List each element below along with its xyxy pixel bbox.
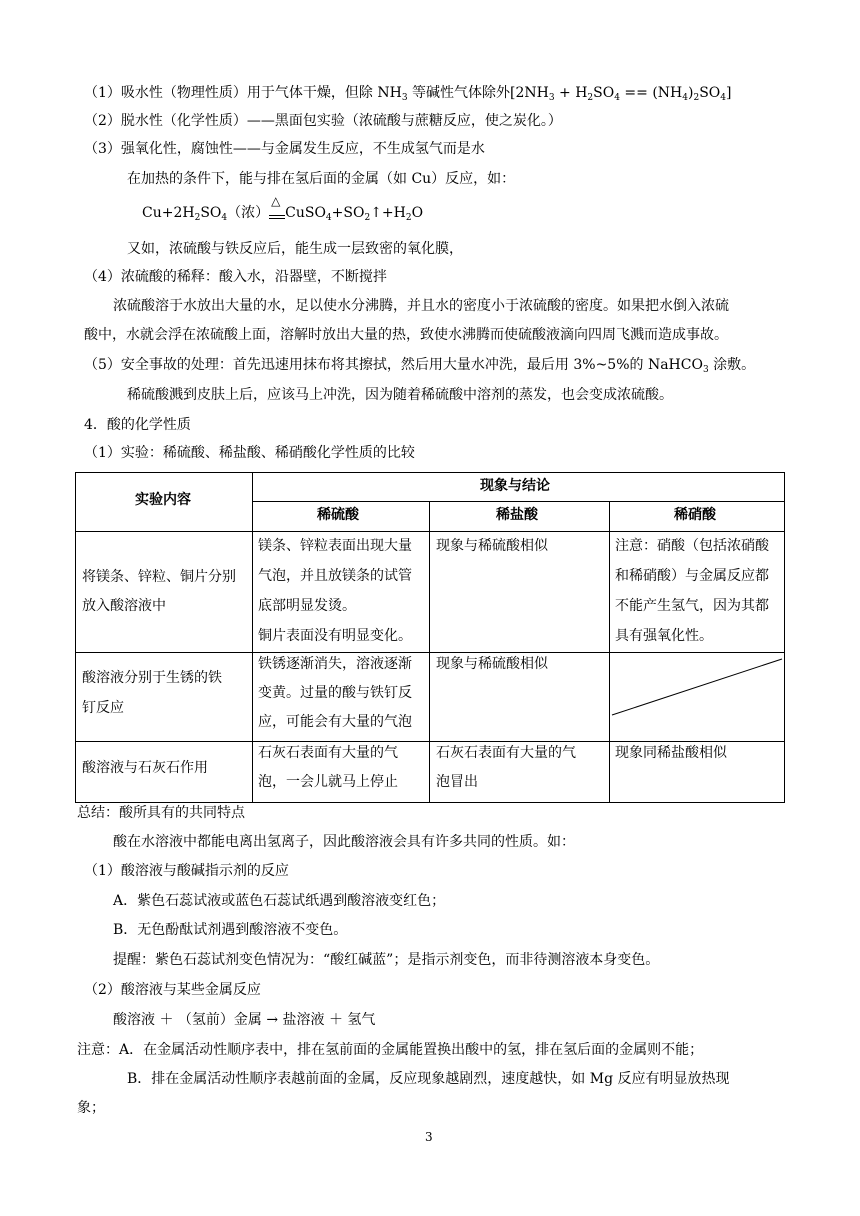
iron-passivation: 又如，浓硫酸与铁反应后，能生成一层致密的氧化膜， xyxy=(127,241,463,257)
dilution-explanation-1: 浓硫酸溶于水放出大量的水，足以使水分沸腾，并且水的密度小于浓硫酸的密度。如果把水倒入浓硫 xyxy=(113,298,729,314)
row3-nitric: 现象同稀盐酸相似 xyxy=(615,745,727,761)
section-heading-acid-chemistry: 4．酸的化学性质 xyxy=(84,417,191,433)
property-dehydration: （2）脱水性（化学性质）——黑面包实验（浓硫酸与蔗糖反应，使之炭化。） xyxy=(84,113,562,129)
indicator-a: A．紫色石蕊试液或蓝色石蕊试纸遇到酸溶液变红色； xyxy=(113,893,446,909)
header-phenomenon: 现象与结论 xyxy=(480,478,550,494)
header-nitric: 稀硝酸 xyxy=(674,507,716,523)
summary-intro: 酸在水溶液中都能电离出氢离子，因此酸溶液会具有许多共同的性质。如： xyxy=(113,834,575,850)
property-oxidizing: （3）强氧化性，腐蚀性——与金属发生反应，不生成氢气而是水 xyxy=(84,141,485,157)
experiment-heading: （1）实验：稀硫酸、稀盐酸、稀硝酸化学性质的比较 xyxy=(84,445,415,461)
row1-content: 将镁条、锌粒、铜片分别 放入酸溶液中 xyxy=(82,569,236,614)
note-a: 注意：A．在金属活动性顺序表中，排在氢前面的金属能置换出酸中的氢，排在氢后面的金属则不能； xyxy=(77,1042,704,1058)
row2-sulfuric: 铁锈逐渐消失，溶液逐渐 变黄。过量的酸与铁钉反 应，可能会有大量的气泡 xyxy=(258,656,412,730)
row1-hydrochloric: 现象与稀硫酸相似 xyxy=(436,538,548,554)
row3-content: 酸溶液与石灰石作用 xyxy=(82,760,208,776)
copper-reaction-intro: 在加热的条件下，能与排在氢后面的金属（如 Cu）反应，如： xyxy=(127,171,516,187)
summary-heading: 总结：酸所具有的共同特点 xyxy=(77,805,245,821)
note-b-continued: 象； xyxy=(77,1100,105,1116)
row1-nitric: 注意：硝酸（包括浓硝酸 和稀硝酸）与金属反应都 不能产生氢气，因为其都 具有强氧化性。 xyxy=(615,538,769,644)
dilution-rule: （4）浓硫酸的稀释：酸入水，沿器壁，不断搅拌 xyxy=(84,269,387,285)
row2-content: 酸溶液分别于生锈的铁 钉反应 xyxy=(82,670,222,716)
indicator-heading: （1）酸溶液与酸碱指示剂的反应 xyxy=(84,863,289,879)
heat-equals-sign: △ xyxy=(269,204,285,222)
metal-reaction-heading: （2）酸溶液与某些金属反应 xyxy=(84,982,261,998)
copper-equation: $Cu+2H_2SO_4$（浓） △ $CuSO_4+SO_2↑+H_2O$ xyxy=(142,194,424,223)
row3-hydrochloric: 石灰石表面有大量的气 泡冒出 xyxy=(436,745,576,790)
property-water-absorption: （1）吸水性（物理性质）用于气体干燥，但除 $NH_3$ 等碱性气体除外$[2NH_3 + H_2SO_4 == (NH_4)_2SO_4]$ xyxy=(84,85,732,103)
page-number: 3 xyxy=(425,1130,433,1144)
row1-sulfuric: 镁条、锌粒表面出现大量 气泡，并且放镁条的试管 底部明显发烫。 铜片表面没有明显变化。 xyxy=(258,538,412,644)
note-b: B．排在金属活动性顺序表越前面的金属，反应现象越剧烈，速度越快，如 Mg 反应有明显放热现 xyxy=(127,1071,730,1087)
dilution-explanation-2: 酸中，水就会浮在浓硫酸上面，溶解时放出大量的热，致使水沸腾而使硫酸液滴向四周飞溅而造成事故。 xyxy=(84,327,728,343)
row3-sulfuric: 石灰石表面有大量的气 泡，一会儿就马上停止 xyxy=(258,745,398,790)
dilute-acid-warning: 稀硫酸溅到皮肤上后，应该马上冲洗，因为随着稀硫酸中溶剂的蒸发，也会变成浓硫酸。 xyxy=(127,387,673,403)
indicator-b: B．无色酚酞试剂遇到酸溶液不变色。 xyxy=(113,922,348,938)
comparison-table xyxy=(75,472,785,803)
safety-handling: （5）安全事故的处理：首先迅速用抹布将其擦拭，然后用大量水冲洗，最后用 3%~5%的 NaHCO$_3$ 涂敷。 xyxy=(84,357,756,375)
row2-hydrochloric: 现象与稀硫酸相似 xyxy=(436,656,548,672)
header-experiment-content: 实验内容 xyxy=(135,492,191,508)
metal-reaction-formula: 酸溶液 ＋ （氢前）金属 → 盐溶液 ＋ 氢气 xyxy=(113,1012,376,1028)
row2-nitric-empty xyxy=(609,653,785,741)
header-sulfuric: 稀硫酸 xyxy=(317,507,359,523)
header-hydrochloric: 稀盐酸 xyxy=(496,507,538,523)
indicator-reminder: 提醒：紫色石蕊试剂变色情况为：“酸红碱蓝”；是指示剂变色，而非待测溶液本身变色。 xyxy=(113,952,660,968)
